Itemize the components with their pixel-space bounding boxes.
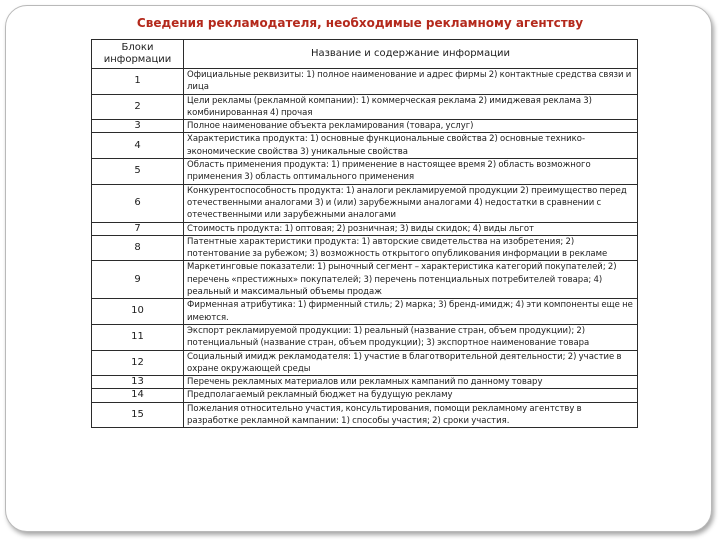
info-table <box>91 39 638 428</box>
row-number: 3 <box>92 120 184 133</box>
table-row <box>92 222 638 235</box>
row-number: 11 <box>92 324 184 350</box>
row-description: Пожелания относительно участия, консультирования, помощи рекламному агентству в разработке рекламной кампании: 1) способы участия; 2) сроки участия. <box>184 402 638 428</box>
row-description: Фирменная атрибутика: 1) фирменный стиль; 2) марка; 3) бренд-имидж; 4) эти компоненты еще не имеются. <box>184 299 638 325</box>
row-description: Предполагаемый рекламный бюджет на будущую рекламу <box>184 389 638 402</box>
table-header-row <box>92 40 638 69</box>
row-number: 1 <box>92 69 184 95</box>
row-number: 5 <box>92 159 184 185</box>
row-description: Цели рекламы (рекламной компании): 1) коммерческая реклама 2) имиджевая реклама 3) комбинированная 4) прочая <box>184 94 638 120</box>
row-number: 12 <box>92 350 184 376</box>
row-description: Официальные реквизиты: 1) полное наименование и адрес фирмы 2) контактные средства связи и лица <box>184 69 638 95</box>
row-description: Перечень рекламных материалов или рекламных кампаний по данному товару <box>184 376 638 389</box>
slide-title: Сведения рекламодателя, необходимые рекламному агентству <box>136 16 584 30</box>
table-row <box>92 324 638 350</box>
row-number: 15 <box>92 402 184 428</box>
table-row <box>92 120 638 133</box>
row-description: Полное наименование объекта рекламирования (товара, услуг) <box>184 120 638 133</box>
row-description: Патентные характеристики продукта: 1) авторские свидетельства на изобретения; 2) потентование за рубежом; 3) возможность открытого опубликования информации в рекламе <box>184 235 638 261</box>
table-row <box>92 299 638 325</box>
table-row <box>92 69 638 95</box>
row-number: 4 <box>92 133 184 159</box>
row-number: 6 <box>92 184 184 222</box>
table-row <box>92 261 638 299</box>
table-row <box>92 376 638 389</box>
table-row <box>92 350 638 376</box>
row-description: Характеристика продукта: 1) основные функциональные свойства 2) основные технико-экономические свойства 3) уникальные свойства <box>184 133 638 159</box>
row-description: Конкурентоспособность продукта: 1) аналоги рекламируемой продукции 2) преимущество перед отечественными аналогами 3) и (или) зарубежными аналогами 4) недостатки в сравнении с отечественными или зарубежными аналогами <box>184 184 638 222</box>
header-blocks: Блоки информации <box>92 40 184 69</box>
row-description: Социальный имидж рекламодателя: 1) участие в благотворительной деятельности; 2) участие в охране окружающей среды <box>184 350 638 376</box>
table-row <box>92 184 638 222</box>
row-description: Маркетинговые показатели: 1) рыночный сегмент – характеристика категорий покупателей; 2) перечень «престижных» покупателей; 3) перечень потенциальных потребителей товара; 4) реальный и максимальный объемы продаж <box>184 261 638 299</box>
row-description: Область применения продукта: 1) применение в настоящее время 2) область возможного применения 3) область оптимального применения <box>184 159 638 185</box>
row-number: 9 <box>92 261 184 299</box>
row-number: 7 <box>92 222 184 235</box>
table-row <box>92 94 638 120</box>
row-number: 14 <box>92 389 184 402</box>
row-description: Стоимость продукта: 1) оптовая; 2) розничная; 3) виды скидок; 4) виды льгот <box>184 222 638 235</box>
table-row <box>92 235 638 261</box>
row-number: 2 <box>92 94 184 120</box>
row-number: 8 <box>92 235 184 261</box>
header-content: Название и содержание информации <box>184 40 638 69</box>
table-row <box>92 389 638 402</box>
table-row <box>92 159 638 185</box>
row-description: Экспорт рекламируемой продукции: 1) реальный (название стран, объем продукции); 2) потенциальный (название стран, объем продукции); 3) экспортное наименование товара <box>184 324 638 350</box>
table-row <box>92 133 638 159</box>
row-number: 13 <box>92 376 184 389</box>
table-row <box>92 402 638 428</box>
row-number: 10 <box>92 299 184 325</box>
